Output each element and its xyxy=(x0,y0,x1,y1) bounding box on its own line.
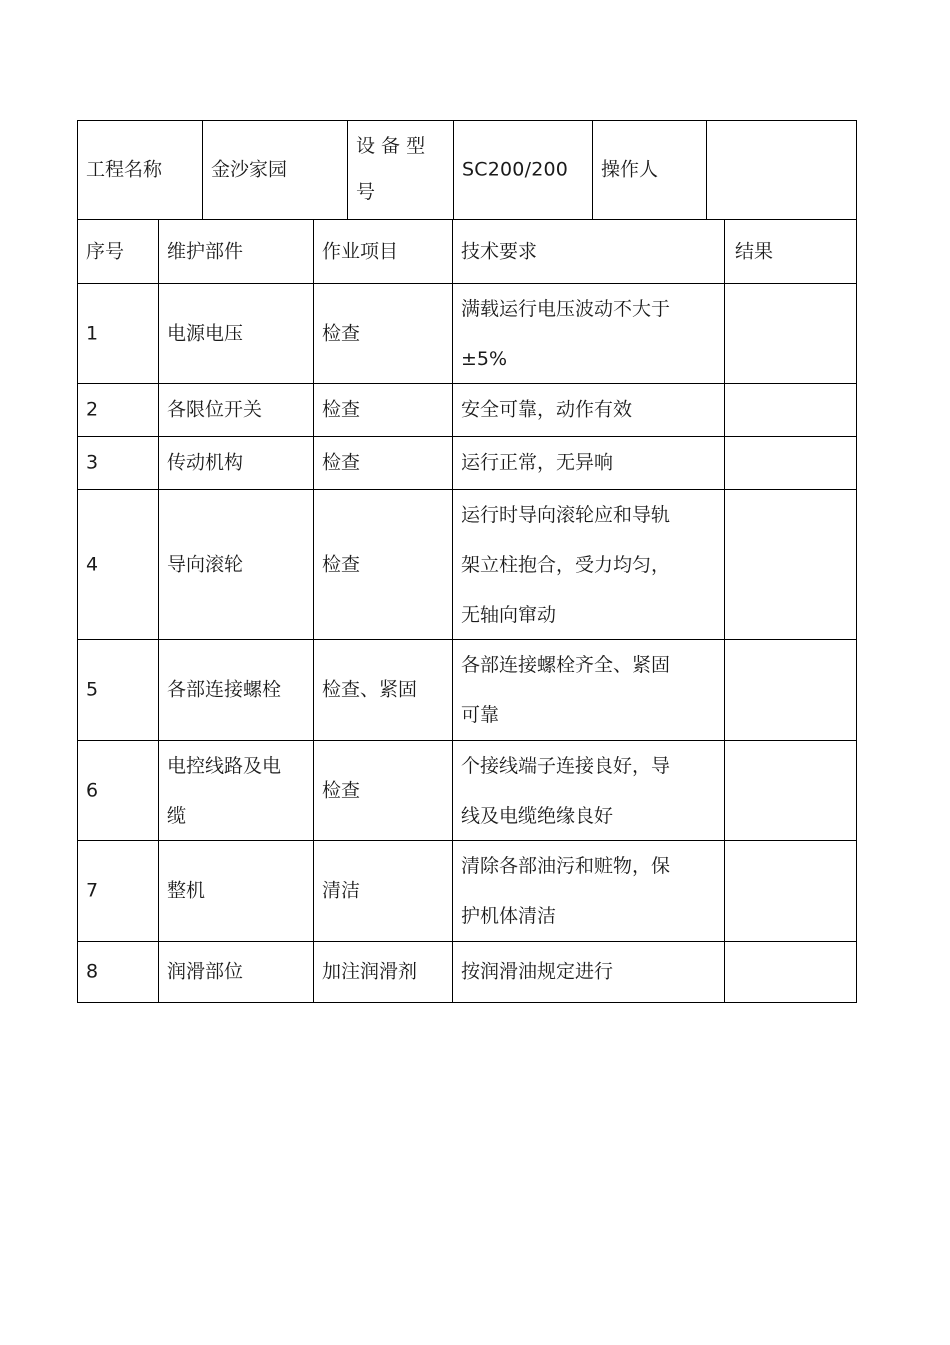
row-task: 清洁 xyxy=(322,879,361,902)
row-task: 检查、紧固 xyxy=(322,678,418,701)
row-no: 4 xyxy=(86,553,99,575)
row-task: 检查 xyxy=(322,451,361,474)
row-req-line: 无轴向窜动 xyxy=(461,604,557,626)
row-part: 电源电压 xyxy=(167,322,244,344)
col-no-header: 序号 xyxy=(86,240,125,262)
row-req-line: 运行正常，无异响 xyxy=(461,451,614,474)
row-part: 传动机构 xyxy=(167,451,244,474)
col-part-header: 维护部件 xyxy=(167,240,244,262)
model-value-cell xyxy=(453,121,592,219)
operator-label: 操作人 xyxy=(601,158,659,181)
project-value-cell xyxy=(202,121,347,219)
row-no: 5 xyxy=(86,678,99,701)
row-no: 8 xyxy=(86,960,99,983)
table-row xyxy=(77,640,857,741)
model-label-line1: 设 备 型 xyxy=(356,135,426,157)
maintenance-table xyxy=(77,120,857,1003)
row-req-line: 护机体清洁 xyxy=(461,905,557,927)
table-row xyxy=(77,942,857,1003)
model-label-cell xyxy=(347,121,453,219)
row-req-line: 各部连接螺栓齐全、紧固 xyxy=(461,654,671,676)
col-result-header: 结果 xyxy=(735,240,774,262)
row-no: 1 xyxy=(86,322,99,344)
row-req-line: 按润滑油规定进行 xyxy=(461,960,614,983)
row-req-line: 清除各部油污和赃物，保 xyxy=(461,855,671,877)
row-req-line: 安全可靠，动作有效 xyxy=(461,398,633,421)
row-req-line: ±5% xyxy=(461,348,508,370)
table-row xyxy=(77,490,857,640)
table-row xyxy=(77,841,857,942)
row-task: 检查 xyxy=(322,398,361,421)
row-task: 检查 xyxy=(322,553,361,575)
row-task: 检查 xyxy=(322,779,361,801)
table-row xyxy=(77,741,857,841)
row-no: 3 xyxy=(86,451,99,474)
project-label-cell xyxy=(78,121,202,219)
model-label-line2: 号 xyxy=(356,181,376,203)
col-req-cell xyxy=(452,220,724,283)
row-part: 导向滚轮 xyxy=(167,553,244,575)
project-label: 工程名称 xyxy=(86,158,163,181)
model-value: SC200/200 xyxy=(462,158,569,181)
project-value: 金沙家园 xyxy=(211,158,288,181)
col-no-cell xyxy=(78,220,158,283)
row-req-line: 个接线端子连接良好，导 xyxy=(461,755,671,777)
col-part-cell xyxy=(158,220,313,283)
row-part: 各部连接螺栓 xyxy=(167,678,282,701)
table-row xyxy=(77,284,857,384)
col-task-header: 作业项目 xyxy=(322,240,399,262)
col-result-cell xyxy=(724,220,856,283)
row-no: 2 xyxy=(86,398,99,421)
row-result[interactable] xyxy=(724,284,856,383)
table-row xyxy=(77,384,857,437)
col-task-cell xyxy=(313,220,452,283)
row-result[interactable] xyxy=(724,942,856,1002)
row-req-line: 可靠 xyxy=(461,704,500,726)
table-row xyxy=(77,437,857,490)
header-row xyxy=(77,120,857,220)
row-req-line: 满载运行电压波动不大于 xyxy=(461,298,671,320)
row-result[interactable] xyxy=(724,384,856,436)
row-result[interactable] xyxy=(724,841,856,941)
row-task: 加注润滑剂 xyxy=(322,960,418,983)
column-header-row xyxy=(77,220,857,284)
row-result[interactable] xyxy=(724,490,856,639)
row-part: 润滑部位 xyxy=(167,960,244,983)
row-no: 6 xyxy=(86,779,99,801)
operator-label-cell xyxy=(592,121,706,219)
row-no: 7 xyxy=(86,879,99,902)
row-result[interactable] xyxy=(724,640,856,740)
row-part: 整机 xyxy=(167,879,206,902)
row-result[interactable] xyxy=(724,741,856,840)
col-req-header: 技术要求 xyxy=(461,240,538,262)
row-req-line: 架立柱抱合，受力均匀， xyxy=(461,554,671,576)
row-part-line: 电控线路及电 xyxy=(167,755,282,777)
row-part-line: 缆 xyxy=(167,805,187,827)
row-req-line: 线及电缆绝缘良好 xyxy=(461,805,614,827)
row-task: 检查 xyxy=(322,322,361,344)
row-result[interactable] xyxy=(724,437,856,489)
operator-value-cell[interactable] xyxy=(706,121,856,219)
row-part: 各限位开关 xyxy=(167,398,263,421)
row-req-line: 运行时导向滚轮应和导轨 xyxy=(461,504,671,526)
